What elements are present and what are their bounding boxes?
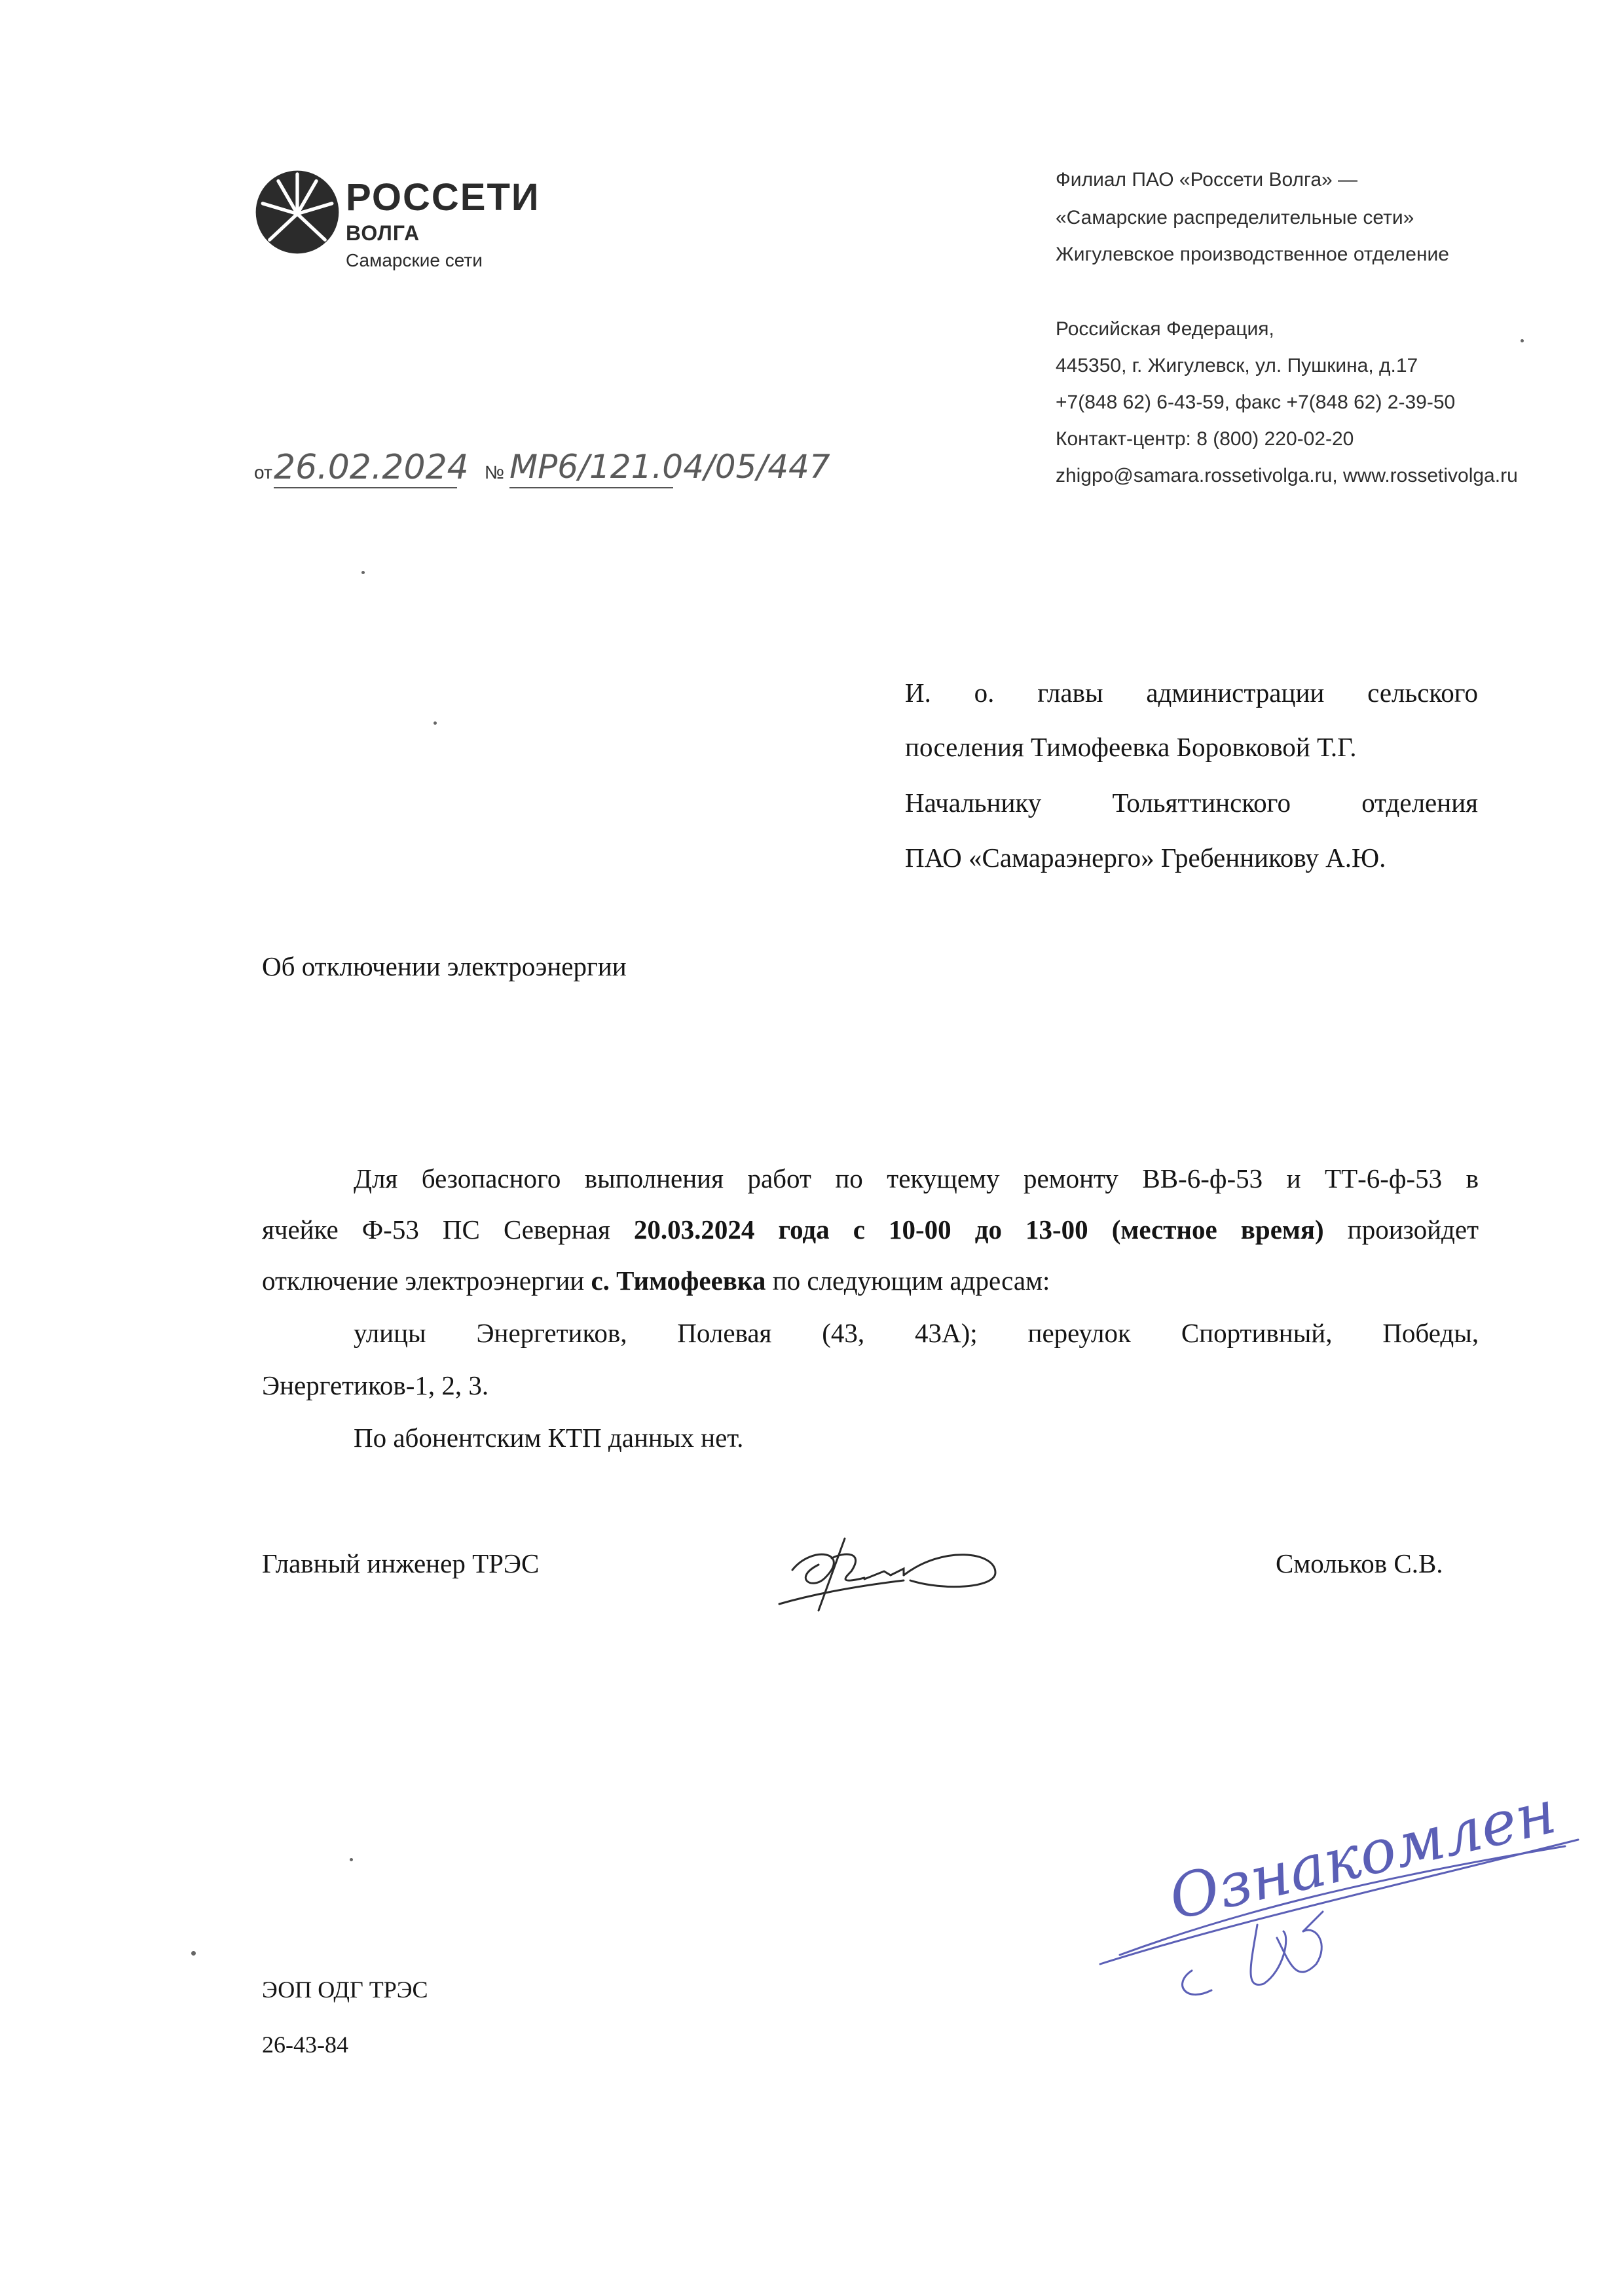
locality: с. Тимофеевка: [591, 1266, 766, 1296]
date-underline: [274, 487, 457, 488]
sender-line: Контакт-центр: 8 (800) 220-02-20: [1056, 428, 1354, 450]
outage-datetime: 20.03.2024 года с 10-00 до 13-00 (местное время): [633, 1214, 1324, 1245]
body-line: По абонентским КТП данных нет.: [354, 1423, 744, 1453]
footer-department: ЭОП ОДГ ТРЭС: [262, 1977, 428, 2003]
scan-speck: [350, 1858, 353, 1861]
scan-speck: [191, 1951, 196, 1956]
logo-title: РОССЕТИ: [346, 176, 540, 219]
sender-line: 445350, г. Жигулевск, ул. Пушкина, д.17: [1056, 355, 1418, 376]
body-line: Энергетиков-1, 2, 3.: [262, 1370, 489, 1400]
sender-line: Жигулевское производственное отделение: [1056, 244, 1449, 265]
sender-line: +7(848 62) 6-43-59, факс +7(848 62) 2-39-50: [1056, 392, 1456, 413]
number-underline: [509, 487, 673, 488]
addressee-line: поселения Тимофеевка Боровковой Т.Г.: [905, 732, 1357, 762]
footer-phone: 26-43-84: [262, 2032, 348, 2058]
signatory-position: Главный инженер ТРЭС: [262, 1548, 540, 1578]
acknowledged-handwriting: Ознакомлен: [1162, 1776, 1562, 1934]
acknowledgement-signature-icon: [1094, 1833, 1591, 2030]
sender-line: «Самарские распределительные сети»: [1056, 207, 1414, 228]
number-prefix: №: [485, 462, 505, 483]
addressee-line: Начальнику Тольяттинского отделения: [905, 788, 1478, 818]
scan-speck: [361, 571, 365, 574]
addressee-line: ПАО «Самараэнерго» Гребенникову А.Ю.: [905, 843, 1386, 873]
rosseti-logo-icon: [254, 169, 341, 255]
registration-date: 26.02.2024: [274, 448, 469, 487]
sender-line: Российская Федерация,: [1056, 318, 1274, 340]
body-line: улицы Энергетиков, Полевая (43, 43А); переулок Спортивный, Победы,: [354, 1318, 1479, 1348]
logo-region: Самарские сети: [346, 250, 483, 270]
scan-speck: [434, 721, 437, 725]
body-line: ячейке Ф-53 ПС Северная 20.03.2024 года с 10-00 до 13-00 (местное время) произойдет: [262, 1214, 1479, 1245]
subject: Об отключении электроэнергии: [262, 951, 627, 981]
signature-icon: [773, 1532, 1015, 1624]
registration-number: МР6/121.04/05/447: [509, 448, 830, 486]
sender-line: Филиал ПАО «Россети Волга» —: [1056, 169, 1358, 191]
body-line: отключение электроэнергии с. Тимофеевка по следующим адресам:: [262, 1266, 1050, 1296]
addressee-line: И. о. главы администрации сельского: [905, 678, 1479, 708]
body-line: Для безопасного выполнения работ по текущему ремонту ВВ-6-ф-53 и ТТ-6-ф-53 в: [354, 1163, 1479, 1194]
scan-speck: [1521, 339, 1524, 342]
date-prefix: от: [254, 462, 272, 483]
logo-subtitle: ВОЛГА: [346, 221, 420, 245]
signatory-name: Смольков С.В.: [1276, 1548, 1443, 1578]
sender-line: zhigpo@samara.rossetivolga.ru, www.rossetivolga.ru: [1056, 465, 1518, 486]
